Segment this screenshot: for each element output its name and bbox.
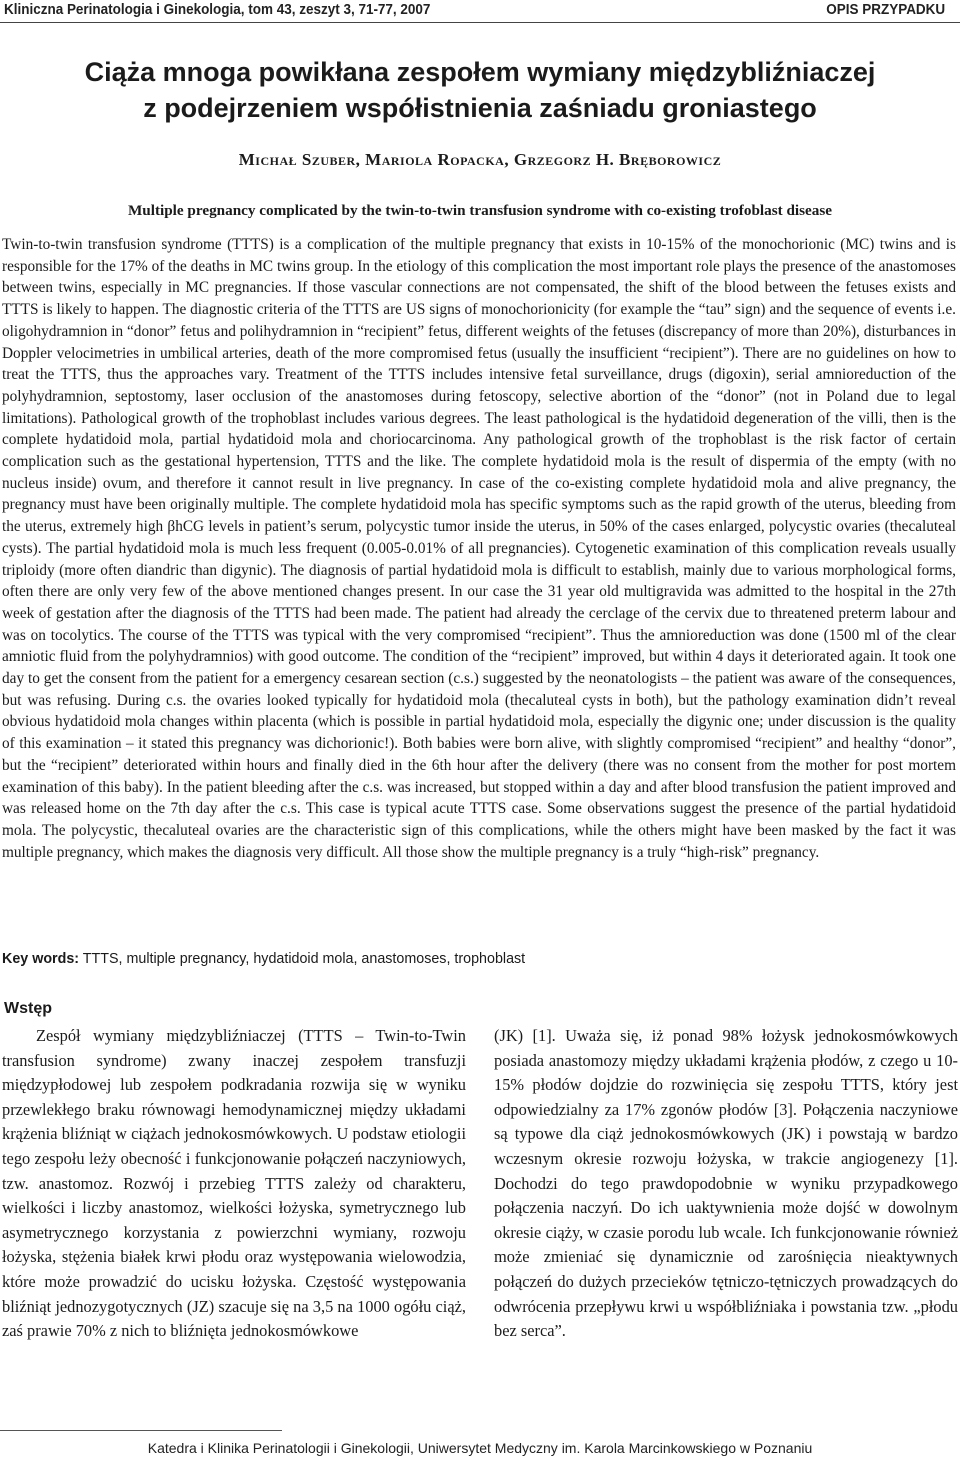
body-column-left: Zespół wymiany międzybliźniaczej (TTTS – Twin-to-Twin transfusion syndrome) zwany inaczej zespołem transfuzji międzypłodowej lub zespołem podkradania rozwija się w wyniku przewlekłego braku równowagi hemodynamicznej między układami krążenia bliźniąt w ciążach jednokosmówkowych. U podstaw etiologii tego zespołu leży obecność i funkcjonowanie połączeń naczyniowych, tzw. anastomoz. Rozwój i przebieg TTTS zależy od charakteru, wielkości i liczby anastomoz, wielkości łożyska, symetrycznego lub asymetrycznego korzystania z powierzchni wymiany, rozwoju łożyska, stężenia białek krwi płodu oraz występowania wielowodzia, które może prowadzić do ucisku łożyska. Częstość występowania bliźniąt jednozygotycznych (JZ) szacuje się na 3,5 na 1000 ogółu ciąż, zaś prawie 70% z nich to bliźnięta jednokosmówkowe [2, 1026, 466, 1341]
abstract-text: Twin-to-twin transfusion syndrome (TTTS) is a complication of the multiple pregnancy that exists in 10-15% of the monochorionic (MC) twins and is responsible for the 17% of the deaths in MC twins group. In the etiology of this complication the most important role plays the presence of the anastomoses between twins, especially in MC pregnancies. If those vascular connections are not compensated, the shift of the blood between the fetuses exists and TTTS is likely to happen. The diagnostic criteria of the TTTS are US signs of monochorionicity (for example the “tau” sign) and the sequence of events i.e. oligohydramnion in “donor” fetus and polihydramnion in “recipient” fetus, different weights of the fetuses (discrepancy of more than 20%), disturbances in Doppler velocimetries in umbilical arteries, death of the more compromised fetus (usually the insufficient “recipient”). There are no guidelines on how to treat the TTTS, thus the approaches vary. Treatment of the TTTS includes intensive fetal surveillance, drugs (digoxin), serial amnioreduction of the polyhydramnion, septostomy, laser occlusion of the anastomoses during fetoscopy, selective abortion of the “donor” (not in Poland due to legal limitations). Pathological growth of the trophoblast includes various degrees. The least pathological is the hydatidoid degeneration of the villi, then is the complete hydatidoid mola, partial hydatidoid mola and choriocarcinoma. Any pathological growth of the trophoblast is the risk factor of certain complication such as the gestational hypertension, TTTS and the like. The complete hydatidoid mola is the result of dispermia of the empty (with no nucleus inside) ovum, and therefore it cannot result in live pregnancy. In case of the co-existing complete hydatidoid mola and alive pregnancy, the pregnancy must have been originally multiple. The complete hydatidoid mola has specific symptoms such as the rapid growth of the uterus, bleeding from the uterus, extremely high βhCG levels in patient’s serum, polycystic tumor inside the uterus, in 50% of the cases enlarged, polycystic ovaries (thecaluteal cysts). The partial hydatidoid mola is much less frequent (0.005-0.01% of all pregnancies). Cytogenetic examination of this complication reveals usually triploidy (more often diandric than digynic). The diagnosis of partial hydatidoid mola is difficult to establish, mainly due to various morphological forms, often there are only very few of the above mentioned changes present. In our case the 31 year old multigravida was admitted to the hospital in the 27th week of gestation after the diagnosis of the TTTS had been made. The patient had already the cerclage of the cervix due to threatened preterm labour and was on tocolytics. The course of the TTTS was typical with the very compromised “recipient”. Thus the amnioreduction was done (1500 ml of the clear amniotic fluid from the polyhydramnios) with good outcome. The condition of the “recipient” improved, but within 4 days it deteriorated again. It took one day to get the consent from the patient for a emergency cesarean section (c.s.) suggested by the neonatologists – the patient was aware of the consequences, but was refusing. During c.s. the ovaries looked typically for hydatidoid mola (thecaluteal cysts in both), but the pathology examination didn’t reveal obvious hydatidoid mola changes within placenta (which is possible in partial hydatidoid mola, especially the digynic one; under discussion is the quality of this examination – it stated this pregnancy was dichorionic!). Both babies were born alive, with slightly compromised “recipient” and healthy “donor”, but the “recipient” deteriorated within hours and finally died in the 6th hour after the delivery (there was no consent from the mother for post mortem examination of this baby). In the patient bleeding after the c.s. was increased, but stopped within a day and after blood transfusion the patient improved and was released home on the 7th day after the c.s. This case is typical acute TTTS case. Some observations suggest the presence of the partial hydatidoid mola. The polycystic, thecaluteal ovaries are the characteristic sign of this complications, while the others might have been masked by the fact it was multiple pregnancy, which makes the diagnosis very difficult. All those show the multiple pregnancy is a truly “high-risk” pregnancy. [2, 236, 956, 861]
footnote-rule [0, 1430, 282, 1431]
article-title [0, 54, 960, 126]
header-rule [0, 22, 960, 23]
article-type-label: OPIS PRZYPADKU [826, 2, 946, 18]
keywords [2, 951, 956, 967]
article-title-line-1: Ciąża mnoga powikłana zespołem wymiany międzybliźniaczej [84, 57, 876, 87]
english-title: Multiple pregnancy complicated by the twin-to-twin transfusion syndrome with co-existing trofoblast disease [127, 202, 833, 219]
author-list: Michał Szuber, Mariola Ropacka, Grzegorz H. Bręborowicz [238, 150, 722, 169]
keywords-text: TTTS, multiple pregnancy, hydatidoid mola, anastomoses, trophoblast [79, 951, 526, 967]
article-title-line-2: z podejrzeniem współistnienia zaśniadu groniastego [143, 93, 817, 123]
section-heading: Wstęp [4, 1000, 52, 1017]
affiliation-footnote: Katedra i Klinika Perinatologii i Ginekologii, Uniwersytet Medyczny im. Karola Marcinkowskiego w Poznaniu [147, 1440, 813, 1456]
body-column-right: (JK) [1]. Uważa się, iż ponad 98% łożysk jednokosmówkowych posiada anastomozy między układami krążenia płodów, z czego u 10-15% płodów dojdzie do rozwinięcia się zespołu TTTS, który jest odpowiedzialny za 17% zgonów płodów [3]. Połączenia naczyniowe są typowe dla ciąż jednokosmówkowych (JK) i powstają w bardzo wczesnym okresie rozwoju łożyska, w trakcie angiogenezy [1]. Dochodzi do tego prawdopodobnie w wyniku przypadkowego połączenia naczyń. Do ich uaktywnienia może dojść w dowolnym okresie ciąży, w czasie porodu lub wcale. Ich funkcjonowanie również może zmieniać się dynamicznie od zarośnięcia nieaktywnych połączeń do dużych przecieków tętniczo-tętniczych prowadzących do odwrócenia przepływu krwi u współbliźniaka i powstania tzw. „płodu bez serca”. [494, 1026, 958, 1341]
running-header [4, 0, 946, 20]
keywords-label: Key words: [2, 951, 80, 967]
journal-citation: Kliniczna Perinatologia i Ginekologia, tom 43, zeszyt 3, 71-77, 2007 [4, 2, 431, 18]
